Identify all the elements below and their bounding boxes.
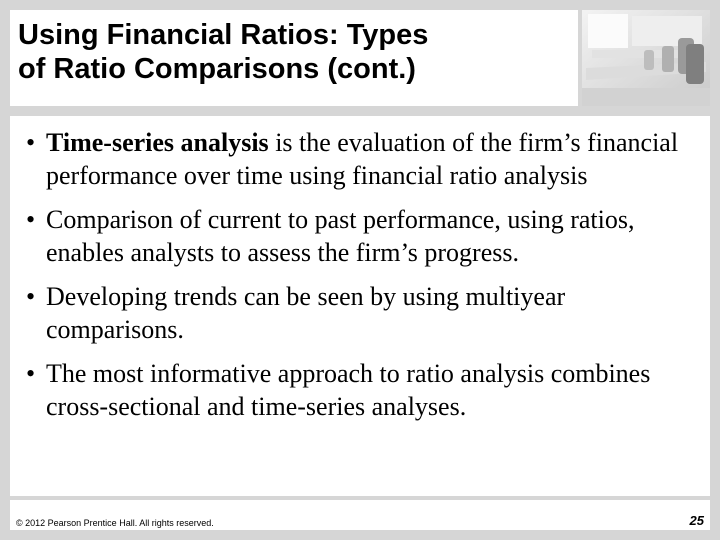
bullet-item: [24, 280, 704, 346]
slide-title-line-1: Using Financial Ratios: Types: [18, 19, 429, 51]
bullet-icon: •: [26, 359, 36, 388]
slide-title-line-2: of Ratio Comparisons (cont.): [18, 53, 416, 85]
bullet-text: The most informative approach to ratio analysis combines cross-sectional and time-series analyses.: [46, 359, 651, 421]
conference-room-photo: [582, 10, 710, 106]
bullet-icon: •: [26, 282, 36, 311]
bullet-item: [24, 126, 704, 192]
bullet-text: is the evaluation of the firm’s financial performance over time using financial ratio analysis: [46, 128, 679, 190]
bullet-icon: •: [26, 205, 36, 234]
bullet-text: Comparison of current to past performance, using ratios, enables analysts to assess the firm’s progress.: [46, 205, 635, 267]
content-area: [10, 116, 710, 496]
bullet-item: [24, 357, 704, 423]
bullet-icon: •: [26, 128, 36, 157]
conference-room-photo-graphic: [582, 10, 710, 106]
slide-title: [18, 18, 578, 86]
copyright-notice: © 2012 Pearson Prentice Hall. All rights reserved.: [16, 518, 214, 528]
page-number: 25: [689, 513, 704, 528]
footer: [10, 500, 710, 530]
bullet-text: Developing trends can be seen by using multiyear comparisons.: [46, 282, 566, 344]
bullet-list: [24, 126, 704, 434]
bullet-item: [24, 203, 704, 269]
bullet-term: Time-series analysis: [46, 128, 269, 157]
